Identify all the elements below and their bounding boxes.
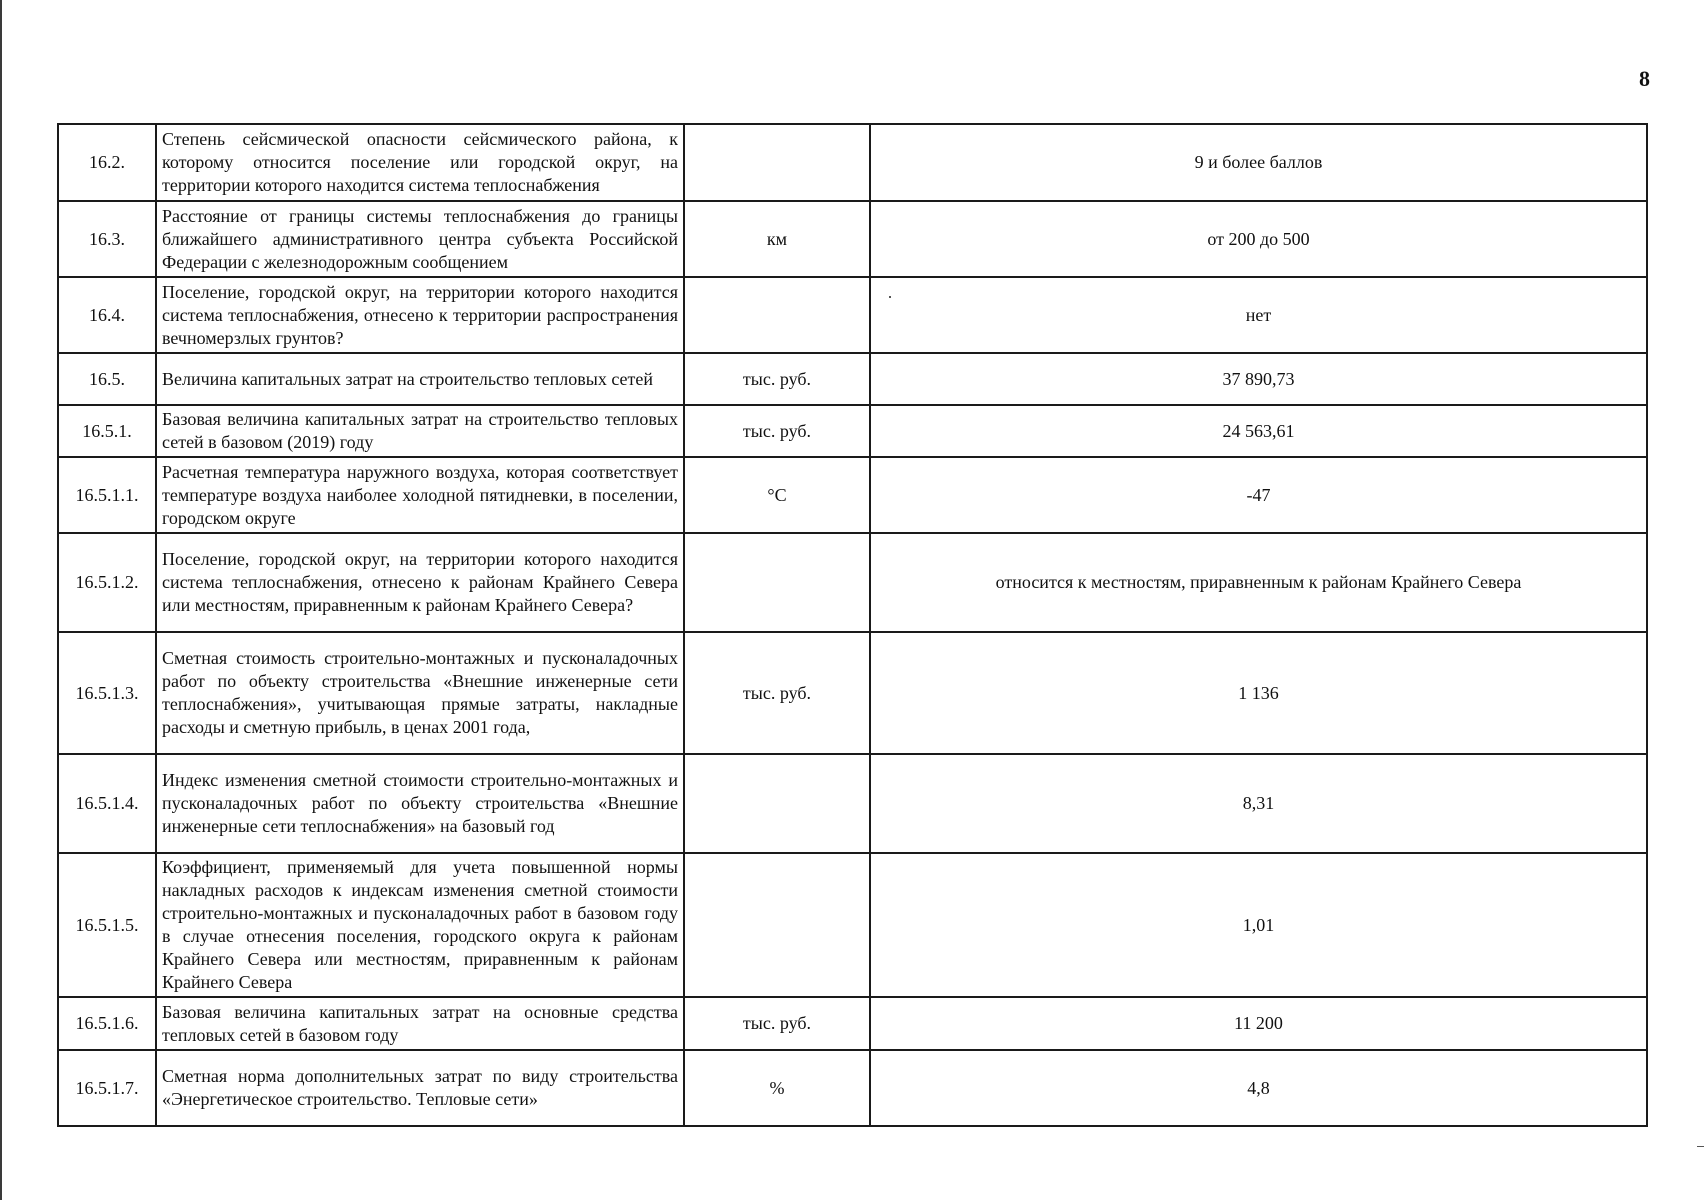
table-row (58, 853, 1647, 997)
page-number: 8 (1639, 66, 1650, 91)
row-description: Базовая величина капитальных затрат на основные средства тепловых сетей в базовом году (156, 997, 684, 1050)
row-number: 16.5.1.7. (58, 1050, 156, 1126)
row-number: 16.4. (58, 277, 156, 353)
row-description: Сметная стоимость строительно-монтажных и пусконаладочных работ по объекту строительства «Внешние инженерные сети теплоснабжения», учитывающая прямые затраты, накладные расходы и сметную прибыль, в ценах 2001 года, (156, 632, 684, 754)
row-description: Величина капитальных затрат на строительство тепловых сетей (156, 353, 684, 405)
row-unit: °С (684, 457, 870, 533)
row-value: относится к местностям, приравненным к районам Крайнего Севера (870, 533, 1647, 632)
row-value: 8,31 (870, 754, 1647, 853)
row-description: Индекс изменения сметной стоимости строительно-монтажных и пусконаладочных работ по объекту строительства «Внешние инженерные сети теплоснабжения» на базовый год (156, 754, 684, 853)
row-description: Расстояние от границы системы теплоснабжения до границы ближайшего административного центра субъекта Российской Федерации с железнодорожным сообщением (156, 201, 684, 277)
table-row (58, 632, 1647, 754)
row-unit: % (684, 1050, 870, 1126)
row-value: от 200 до 500 (870, 201, 1647, 277)
row-description: Поселение, городской округ, на территории которого находится система теплоснабжения, отнесено к территории распространения вечномерзлых грунтов? (156, 277, 684, 353)
row-unit (684, 533, 870, 632)
row-unit: тыс. руб. (684, 353, 870, 405)
row-number: 16.2. (58, 124, 156, 201)
row-number: 16.5.1.6. (58, 997, 156, 1050)
row-number: 16.5.1.3. (58, 632, 156, 754)
row-value: 11 200 (870, 997, 1647, 1050)
scan-speck (1697, 1146, 1704, 1147)
row-number: 16.3. (58, 201, 156, 277)
scan-speck (889, 296, 891, 298)
table-row (58, 1050, 1647, 1126)
row-value: нет (870, 277, 1647, 353)
row-description: Сметная норма дополнительных затрат по виду строительства «Энергетическое строительство. Тепловые сети» (156, 1050, 684, 1126)
row-number: 16.5. (58, 353, 156, 405)
row-value: 9 и более баллов (870, 124, 1647, 201)
row-unit: тыс. руб. (684, 405, 870, 457)
table-row (58, 754, 1647, 853)
table-row (58, 405, 1647, 457)
table-row (58, 277, 1647, 353)
row-number: 16.5.1.5. (58, 853, 156, 997)
row-value: 24 563,61 (870, 405, 1647, 457)
row-number: 16.5.1.2. (58, 533, 156, 632)
row-description: Коэффициент, применяемый для учета повышенной нормы накладных расходов к индексам изменения сметной стоимости строительно-монтажных и пусконаладочных работ в базовом году в случае отнесения поселения, городского округа к районам Крайнего Севера или местностям, приравненным к районам Крайнего Севера (156, 853, 684, 997)
table-row (58, 997, 1647, 1050)
row-value: -47 (870, 457, 1647, 533)
row-number: 16.5.1.4. (58, 754, 156, 853)
row-number: 16.5.1. (58, 405, 156, 457)
row-unit: тыс. руб. (684, 997, 870, 1050)
row-unit: км (684, 201, 870, 277)
row-unit: тыс. руб. (684, 632, 870, 754)
table-row (58, 457, 1647, 533)
row-unit (684, 277, 870, 353)
row-unit (684, 853, 870, 997)
row-description: Степень сейсмической опасности сейсмического района, к которому относится поселение или городской округ, на территории которого находится система теплоснабжения (156, 124, 684, 201)
row-value: 37 890,73 (870, 353, 1647, 405)
row-description: Расчетная температура наружного воздуха, которая соответствует температуре воздуха наиболее холодной пятидневки, в поселении, городском округе (156, 457, 684, 533)
table-row (58, 533, 1647, 632)
row-value: 1,01 (870, 853, 1647, 997)
scan-left-edge (0, 0, 2, 1200)
parameters-table (57, 123, 1648, 1127)
table-row (58, 201, 1647, 277)
row-description: Поселение, городской округ, на территории которого находится система теплоснабжения, отнесено к районам Крайнего Севера или местностям, приравненным к районам Крайнего Севера? (156, 533, 684, 632)
row-value: 1 136 (870, 632, 1647, 754)
row-value: 4,8 (870, 1050, 1647, 1126)
table-row (58, 353, 1647, 405)
row-unit (684, 124, 870, 201)
table-row (58, 124, 1647, 201)
row-number: 16.5.1.1. (58, 457, 156, 533)
row-unit (684, 754, 870, 853)
row-description: Базовая величина капитальных затрат на строительство тепловых сетей в базовом (2019) году (156, 405, 684, 457)
